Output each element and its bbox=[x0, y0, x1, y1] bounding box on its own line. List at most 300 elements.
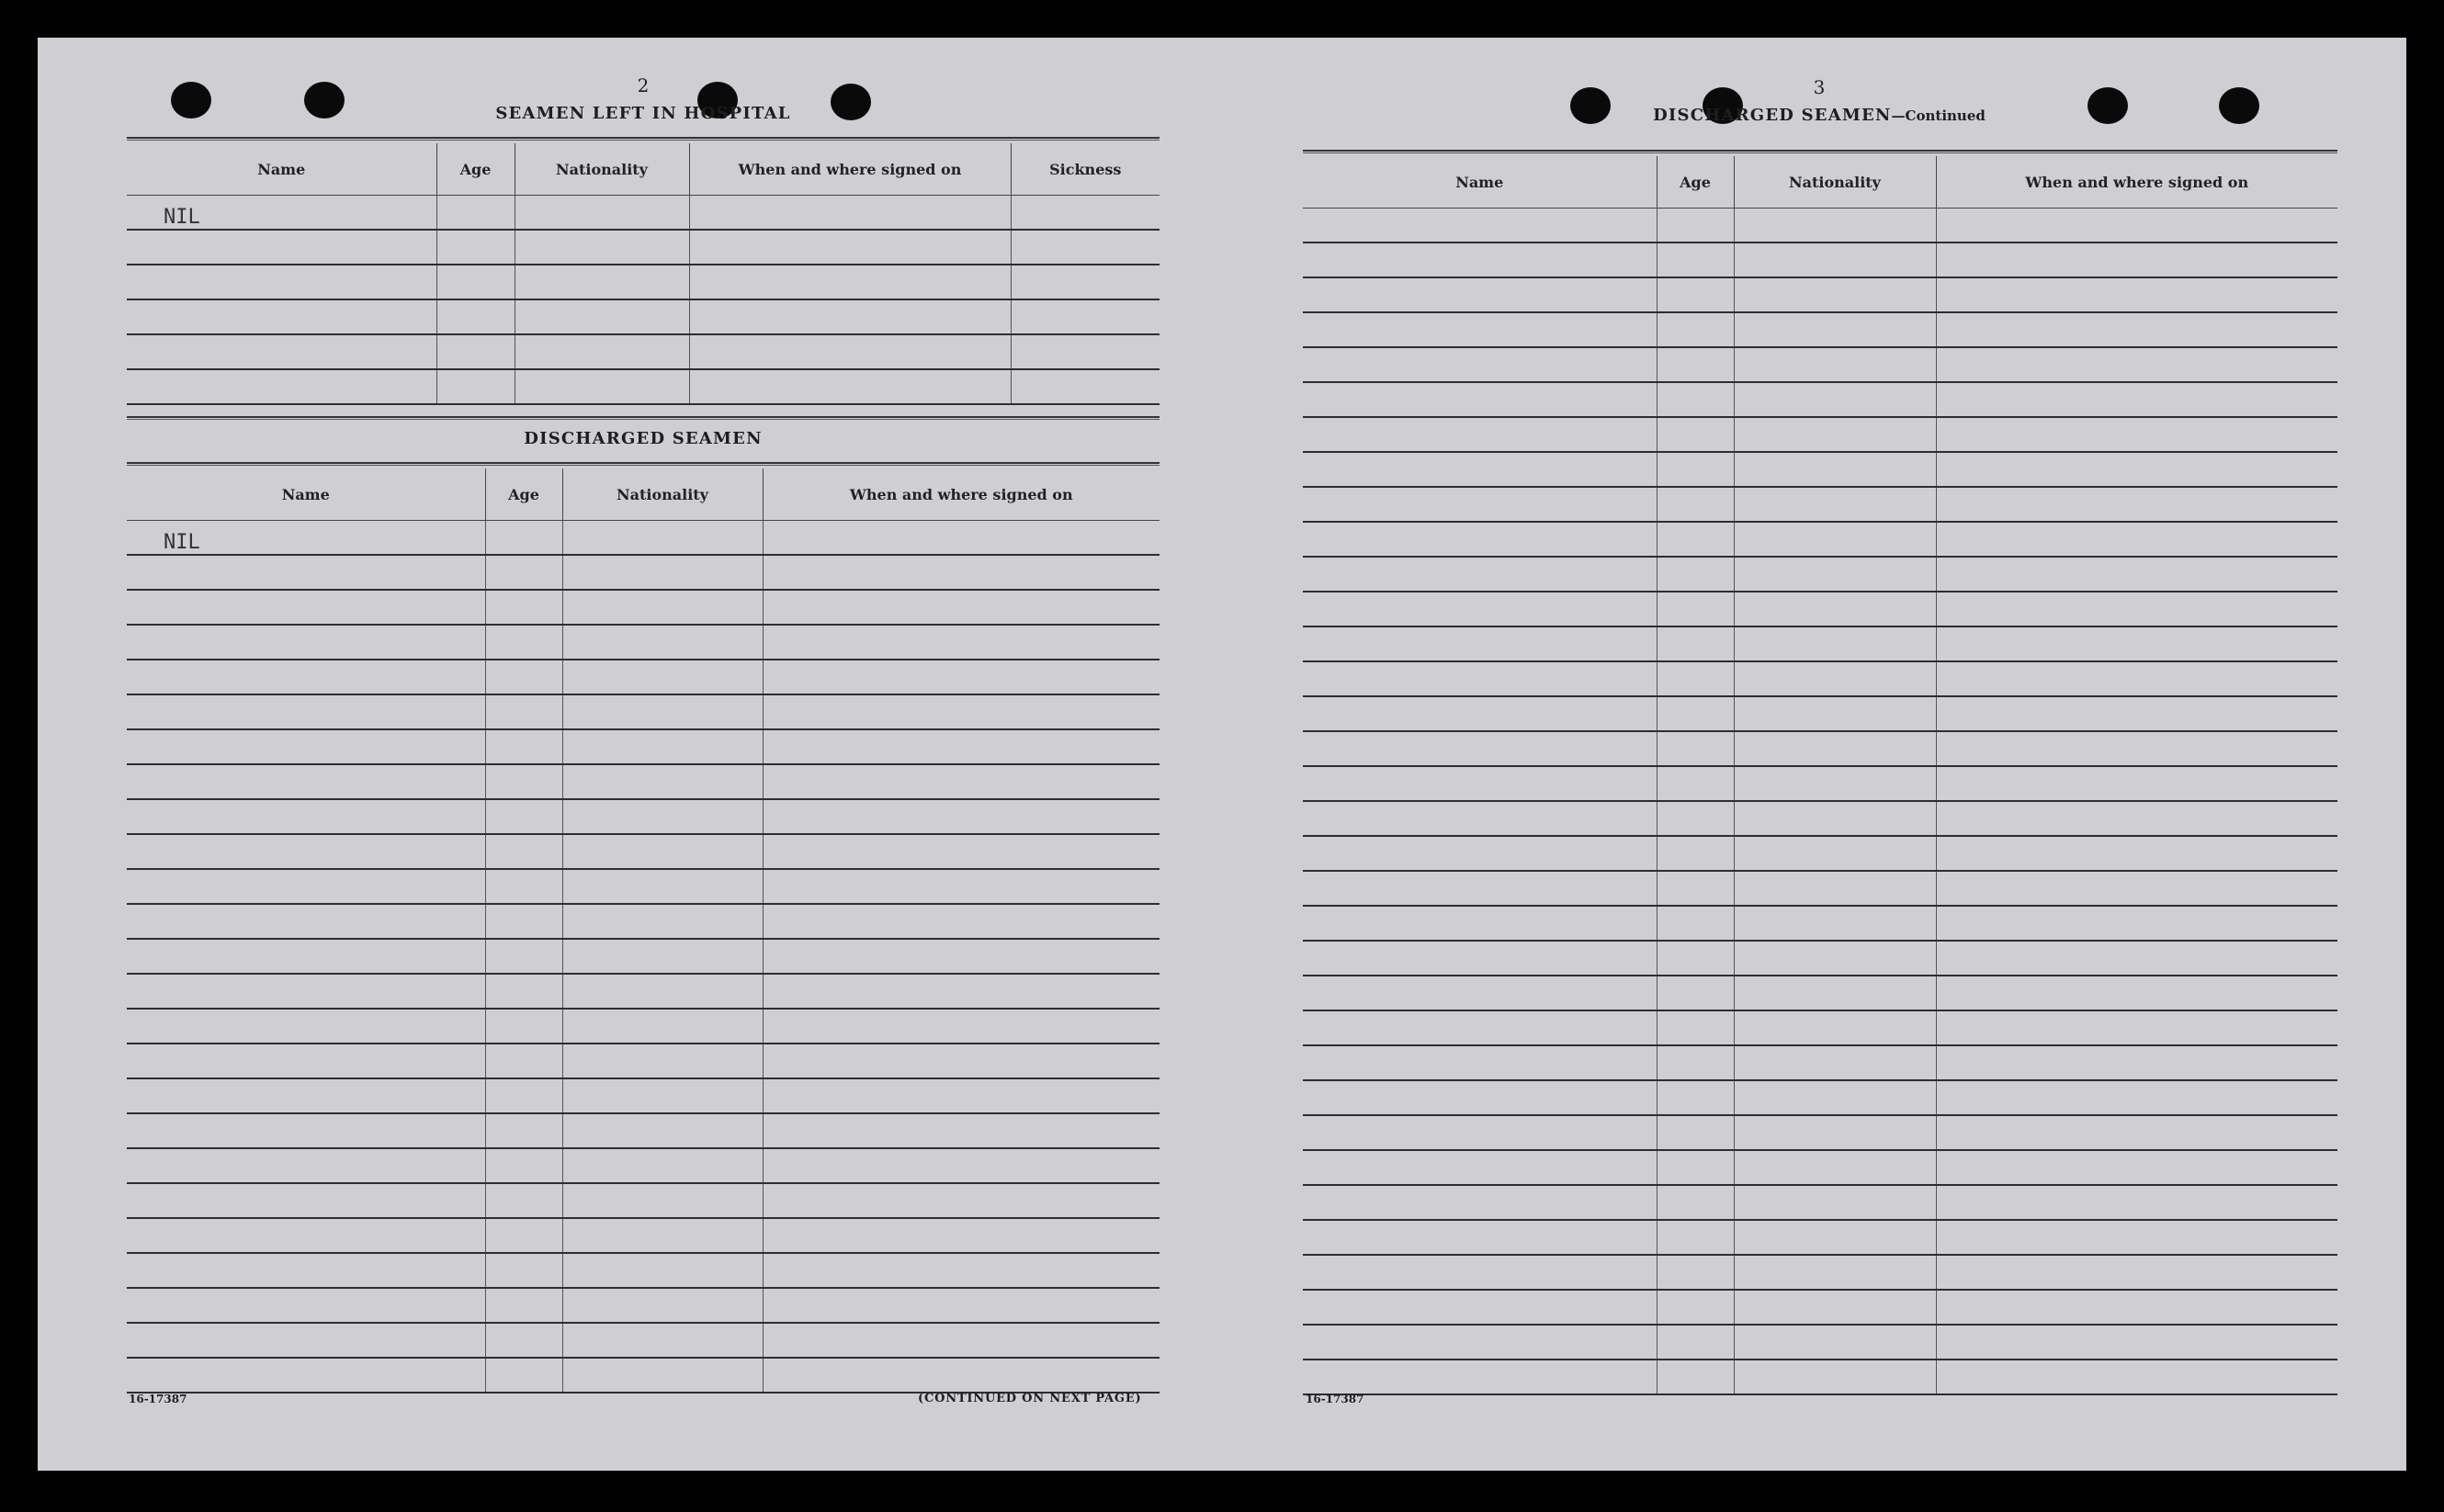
table-cell-nationality bbox=[1734, 906, 1936, 941]
table-cell-when-and-where-signed-on bbox=[763, 625, 1160, 660]
table-cell-age bbox=[485, 1218, 562, 1253]
table-cell-when-and-where-signed-on bbox=[763, 1358, 1160, 1393]
table-cell-name bbox=[1303, 382, 1657, 417]
table-cell-name bbox=[127, 904, 485, 939]
table-cell-when-and-where-signed-on bbox=[1936, 1010, 2337, 1045]
table-cell-age bbox=[1657, 801, 1734, 836]
table-cell-when-and-where-signed-on bbox=[1936, 1115, 2337, 1150]
table-cell-nationality bbox=[1734, 836, 1936, 871]
table-cell-age bbox=[485, 1078, 562, 1113]
table-cell-sickness bbox=[1011, 265, 1160, 299]
table-cell-age bbox=[485, 764, 562, 799]
table-cell-age bbox=[1657, 1255, 1734, 1290]
table-cell-name bbox=[1303, 766, 1657, 801]
table-cell-when-and-where-signed-on bbox=[1936, 452, 2337, 487]
table-cell-when-and-where-signed-on bbox=[1936, 592, 2337, 626]
table-row bbox=[127, 625, 1160, 660]
table-cell-when-and-where-signed-on bbox=[763, 729, 1160, 764]
table-cell-name bbox=[1303, 1325, 1657, 1360]
table-cell-age bbox=[1657, 941, 1734, 976]
table-row bbox=[1303, 243, 2337, 277]
table-cell-when-and-where-signed-on bbox=[763, 660, 1160, 694]
table-cell-age bbox=[1657, 1150, 1734, 1185]
table-cell-nationality bbox=[1734, 522, 1936, 557]
table-cell-when-and-where-signed-on bbox=[763, 974, 1160, 1009]
table-cell-when-and-where-signed-on bbox=[1936, 522, 2337, 557]
table-cell-nationality bbox=[1734, 1185, 1936, 1220]
table-row bbox=[127, 334, 1160, 369]
table-cell-nationality bbox=[1734, 1360, 1936, 1394]
discharged-section-title: DISCHARGED SEAMEN bbox=[524, 429, 763, 448]
table-cell-when-and-where-signed-on bbox=[763, 1113, 1160, 1148]
table-row bbox=[127, 265, 1160, 299]
table-cell-nationality bbox=[562, 555, 763, 590]
table-cell-name bbox=[127, 694, 485, 729]
table-cell-nationality bbox=[562, 729, 763, 764]
table-cell-when-and-where-signed-on bbox=[1936, 696, 2337, 731]
discharged-table bbox=[127, 468, 1160, 1394]
table-cell-when-and-where-signed-on bbox=[1936, 1185, 2337, 1220]
table-cell-age bbox=[485, 590, 562, 625]
column-header-nationality: Nationality bbox=[515, 143, 689, 196]
table-cell-nationality bbox=[1734, 661, 1936, 696]
table-cell-nationality bbox=[1734, 277, 1936, 312]
table-cell-when-and-where-signed-on bbox=[763, 1183, 1160, 1218]
table-cell-age bbox=[436, 265, 515, 299]
table-cell-age bbox=[1657, 1185, 1734, 1220]
table-cell-when-and-where-signed-on bbox=[763, 939, 1160, 974]
table-row bbox=[1303, 592, 2337, 626]
table-cell-age bbox=[485, 694, 562, 729]
table-cell-sickness bbox=[1011, 196, 1160, 231]
table-cell-when-and-where-signed-on bbox=[1936, 836, 2337, 871]
table-cell-age bbox=[1657, 1325, 1734, 1360]
table-cell-nationality bbox=[1734, 766, 1936, 801]
table-cell-nationality bbox=[1734, 347, 1936, 382]
table-cell-name bbox=[127, 764, 485, 799]
table-cell-nationality bbox=[562, 1044, 763, 1078]
table-cell-name bbox=[127, 230, 436, 265]
table-cell-name bbox=[1303, 941, 1657, 976]
table-cell-nationality bbox=[562, 869, 763, 904]
table-cell-nationality bbox=[562, 799, 763, 834]
table-cell-nationality bbox=[562, 1288, 763, 1323]
table-cell-name bbox=[1303, 801, 1657, 836]
table-row bbox=[1303, 1010, 2337, 1045]
table-cell-when-and-where-signed-on bbox=[1936, 801, 2337, 836]
table-cell-name bbox=[1303, 522, 1657, 557]
column-header-nationality: Nationality bbox=[562, 468, 763, 521]
table-cell-age bbox=[1657, 1045, 1734, 1080]
table-row bbox=[1303, 1150, 2337, 1185]
table-cell-name bbox=[1303, 347, 1657, 382]
table-cell-when-and-where-signed-on bbox=[763, 799, 1160, 834]
column-header-nationality: Nationality bbox=[1734, 156, 1936, 209]
table-row bbox=[127, 1078, 1160, 1113]
table-cell-age bbox=[1657, 209, 1734, 243]
table-cell-when-and-where-signed-on bbox=[763, 1078, 1160, 1113]
table-cell-when-and-where-signed-on bbox=[1936, 347, 2337, 382]
table-cell-age bbox=[1657, 1290, 1734, 1325]
table-cell-when-and-where-signed-on bbox=[1936, 731, 2337, 766]
table-cell-age bbox=[1657, 277, 1734, 312]
column-header-when-and-where-signed-on: When and where signed on bbox=[1936, 156, 2337, 209]
table-cell-name bbox=[1303, 1220, 1657, 1255]
table-cell-nationality bbox=[562, 660, 763, 694]
discharged-continued-table bbox=[1303, 156, 2337, 1395]
table-row bbox=[1303, 1325, 2337, 1360]
table-cell-when-and-where-signed-on bbox=[763, 590, 1160, 625]
table-cell-age bbox=[436, 299, 515, 334]
table-cell-age bbox=[485, 869, 562, 904]
punch-hole bbox=[831, 84, 871, 120]
table-cell-name bbox=[1303, 871, 1657, 906]
section-rule bbox=[127, 137, 1160, 141]
section-rule bbox=[1303, 150, 2337, 153]
table-cell-nationality bbox=[515, 230, 689, 265]
table-row bbox=[1303, 906, 2337, 941]
table-row bbox=[127, 1113, 1160, 1148]
table-cell-name bbox=[127, 660, 485, 694]
table-cell-name bbox=[1303, 661, 1657, 696]
table-cell-nationality bbox=[515, 196, 689, 231]
table-cell-when-and-where-signed-on bbox=[1936, 417, 2337, 452]
table-row bbox=[127, 521, 1160, 556]
table-cell-name bbox=[1303, 1150, 1657, 1185]
table-cell-age bbox=[1657, 696, 1734, 731]
table-cell-name bbox=[1303, 1360, 1657, 1394]
table-row bbox=[127, 1148, 1160, 1183]
table-cell-nationality bbox=[1734, 871, 1936, 906]
column-header-age: Age bbox=[436, 143, 515, 196]
table-cell-nationality bbox=[1734, 592, 1936, 626]
table-cell-age bbox=[1657, 1080, 1734, 1115]
column-header-age: Age bbox=[485, 468, 562, 521]
table-row bbox=[127, 869, 1160, 904]
table-cell-name bbox=[1303, 906, 1657, 941]
table-cell-name bbox=[1303, 696, 1657, 731]
page-number: 2 bbox=[637, 74, 650, 96]
table-cell-when-and-where-signed-on bbox=[763, 1288, 1160, 1323]
table-row bbox=[1303, 626, 2337, 661]
table-cell-name bbox=[1303, 1045, 1657, 1080]
table-row bbox=[1303, 1360, 2337, 1394]
column-header-name: Name bbox=[1303, 156, 1657, 209]
table-row bbox=[1303, 696, 2337, 731]
table-cell-nationality bbox=[562, 834, 763, 869]
table-cell-name bbox=[1303, 1115, 1657, 1150]
table-cell-when-and-where-signed-on bbox=[1936, 1360, 2337, 1394]
table-cell-nationality bbox=[562, 1113, 763, 1148]
table-cell-name bbox=[127, 869, 485, 904]
table-cell-age bbox=[1657, 243, 1734, 277]
table-cell-nationality bbox=[515, 299, 689, 334]
table-cell-nationality bbox=[562, 1253, 763, 1288]
table-cell-age bbox=[1657, 347, 1734, 382]
table-cell-age bbox=[436, 230, 515, 265]
table-cell-name bbox=[127, 1218, 485, 1253]
table-cell-age bbox=[1657, 557, 1734, 592]
table-cell-nationality bbox=[1734, 1150, 1936, 1185]
table-cell-nationality bbox=[1734, 1220, 1936, 1255]
table-row bbox=[1303, 801, 2337, 836]
table-cell-age bbox=[485, 904, 562, 939]
punch-hole bbox=[171, 82, 211, 118]
table-row bbox=[127, 1218, 1160, 1253]
table-cell-nationality bbox=[562, 625, 763, 660]
table-cell-nationality bbox=[1734, 487, 1936, 522]
table-cell-name bbox=[1303, 277, 1657, 312]
table-cell-name bbox=[127, 799, 485, 834]
table-cell-when-and-where-signed-on bbox=[763, 1253, 1160, 1288]
table-row bbox=[1303, 312, 2337, 347]
table-cell-name bbox=[127, 1078, 485, 1113]
table-cell-when-and-where-signed-on bbox=[689, 196, 1011, 231]
table-row bbox=[1303, 836, 2337, 871]
table-row bbox=[1303, 1115, 2337, 1150]
table-cell-name bbox=[127, 1323, 485, 1358]
table-cell-age bbox=[1657, 522, 1734, 557]
table-row bbox=[127, 369, 1160, 404]
punch-hole bbox=[2219, 87, 2259, 124]
section-rule bbox=[127, 416, 1160, 420]
table-cell-name bbox=[127, 590, 485, 625]
table-cell-when-and-where-signed-on bbox=[1936, 661, 2337, 696]
table-row bbox=[127, 1358, 1160, 1393]
table-cell-age bbox=[485, 1288, 562, 1323]
table-cell-when-and-where-signed-on bbox=[1936, 941, 2337, 976]
table-cell-name bbox=[127, 1288, 485, 1323]
table-row bbox=[1303, 487, 2337, 522]
table-cell-name bbox=[1303, 417, 1657, 452]
table-cell-name bbox=[1303, 976, 1657, 1010]
table-cell-age bbox=[485, 799, 562, 834]
table-cell-sickness bbox=[1011, 334, 1160, 369]
table-cell-sickness bbox=[1011, 369, 1160, 404]
table-cell-name bbox=[1303, 209, 1657, 243]
table-cell-nationality bbox=[1734, 1010, 1936, 1045]
table-cell-nationality bbox=[562, 1183, 763, 1218]
table-cell-age bbox=[1657, 1360, 1734, 1394]
table-cell-name bbox=[1303, 1290, 1657, 1325]
table-cell-name bbox=[1303, 836, 1657, 871]
table-row bbox=[127, 764, 1160, 799]
table-cell-when-and-where-signed-on bbox=[1936, 976, 2337, 1010]
hospital-table bbox=[127, 143, 1160, 405]
table-cell-when-and-where-signed-on bbox=[1936, 1045, 2337, 1080]
table-cell-when-and-where-signed-on bbox=[1936, 1150, 2337, 1185]
table-cell-when-and-where-signed-on bbox=[1936, 1220, 2337, 1255]
table-cell-age bbox=[485, 939, 562, 974]
table-cell-name bbox=[127, 334, 436, 369]
table-row bbox=[127, 904, 1160, 939]
document-sheet bbox=[38, 38, 2406, 1471]
table-cell-nationality bbox=[1734, 452, 1936, 487]
table-cell-name bbox=[127, 1148, 485, 1183]
table-cell-when-and-where-signed-on bbox=[1936, 871, 2337, 906]
table-cell-age bbox=[1657, 731, 1734, 766]
hospital-section-title: SEAMEN LEFT IN HOSPITAL bbox=[495, 104, 791, 123]
table-cell-nationality bbox=[562, 1218, 763, 1253]
table-cell-nationality bbox=[515, 265, 689, 299]
table-row bbox=[127, 196, 1160, 231]
table-cell-name bbox=[127, 1113, 485, 1148]
table-cell-name bbox=[127, 369, 436, 404]
table-cell-nationality bbox=[1734, 696, 1936, 731]
table-row bbox=[1303, 277, 2337, 312]
table-cell-name bbox=[1303, 1080, 1657, 1115]
table-cell-when-and-where-signed-on bbox=[763, 694, 1160, 729]
table-cell-nationality bbox=[1734, 1255, 1936, 1290]
form-number: 16-17387 bbox=[1306, 1393, 1364, 1405]
table-row bbox=[127, 1183, 1160, 1218]
table-cell-nationality bbox=[1734, 1325, 1936, 1360]
table-cell-nationality bbox=[1734, 243, 1936, 277]
table-cell-age bbox=[436, 369, 515, 404]
punch-hole bbox=[1570, 87, 1611, 124]
table-cell-age bbox=[485, 1183, 562, 1218]
table-row bbox=[127, 555, 1160, 590]
table-cell-name bbox=[1303, 487, 1657, 522]
table-cell-when-and-where-signed-on bbox=[1936, 382, 2337, 417]
table-cell-name bbox=[127, 1358, 485, 1393]
table-cell-when-and-where-signed-on bbox=[763, 1323, 1160, 1358]
table-cell-nationality bbox=[562, 694, 763, 729]
table-cell-when-and-where-signed-on bbox=[1936, 277, 2337, 312]
punch-hole bbox=[304, 82, 345, 118]
table-cell-nationality bbox=[515, 369, 689, 404]
table-cell-nationality bbox=[562, 764, 763, 799]
table-cell-nationality bbox=[1734, 976, 1936, 1010]
column-header-when-and-where-signed-on: When and where signed on bbox=[763, 468, 1160, 521]
table-cell-nationality bbox=[562, 974, 763, 1009]
table-cell-when-and-where-signed-on bbox=[1936, 312, 2337, 347]
table-row bbox=[1303, 1045, 2337, 1080]
table-cell-sickness bbox=[1011, 299, 1160, 334]
table-cell-age bbox=[1657, 661, 1734, 696]
table-cell-when-and-where-signed-on bbox=[1936, 626, 2337, 661]
table-cell-nationality bbox=[562, 1358, 763, 1393]
table-cell-age bbox=[1657, 487, 1734, 522]
table-cell-name bbox=[127, 1044, 485, 1078]
column-header-age: Age bbox=[1657, 156, 1734, 209]
table-cell-nationality bbox=[562, 1009, 763, 1044]
table-cell-nationality bbox=[562, 590, 763, 625]
table-cell-name bbox=[127, 834, 485, 869]
table-cell-name bbox=[127, 939, 485, 974]
table-cell-age bbox=[485, 1009, 562, 1044]
table-row bbox=[127, 1288, 1160, 1323]
table-cell-age bbox=[485, 625, 562, 660]
table-cell-name bbox=[127, 1183, 485, 1218]
table-row bbox=[1303, 557, 2337, 592]
column-header-name: Name bbox=[127, 468, 485, 521]
table-row bbox=[1303, 1080, 2337, 1115]
table-row bbox=[127, 1009, 1160, 1044]
table-cell-when-and-where-signed-on bbox=[1936, 766, 2337, 801]
table-row bbox=[1303, 417, 2337, 452]
table-cell-name bbox=[127, 1009, 485, 1044]
column-header-name: Name bbox=[127, 143, 436, 196]
table-cell-name bbox=[1303, 592, 1657, 626]
table-cell-when-and-where-signed-on bbox=[689, 334, 1011, 369]
table-row bbox=[1303, 766, 2337, 801]
table-row bbox=[1303, 871, 2337, 906]
table-row bbox=[127, 694, 1160, 729]
table-cell-nationality bbox=[1734, 731, 1936, 766]
table-cell-name bbox=[1303, 731, 1657, 766]
table-cell-nationality bbox=[562, 1323, 763, 1358]
table-cell-name bbox=[127, 625, 485, 660]
table-cell-when-and-where-signed-on bbox=[689, 265, 1011, 299]
table-cell-name bbox=[1303, 452, 1657, 487]
table-cell-nationality bbox=[1734, 557, 1936, 592]
table-cell-name bbox=[1303, 1185, 1657, 1220]
table-cell-when-and-where-signed-on bbox=[763, 834, 1160, 869]
table-cell-sickness bbox=[1011, 230, 1160, 265]
section-rule bbox=[127, 462, 1160, 466]
table-row bbox=[1303, 522, 2337, 557]
table-cell-nationality bbox=[1734, 941, 1936, 976]
table-row bbox=[1303, 382, 2337, 417]
table-cell-name bbox=[127, 265, 436, 299]
table-cell-age bbox=[1657, 417, 1734, 452]
table-cell-when-and-where-signed-on bbox=[1936, 1290, 2337, 1325]
table-cell-nationality bbox=[1734, 1045, 1936, 1080]
table-cell-age bbox=[1657, 836, 1734, 871]
table-row bbox=[1303, 1255, 2337, 1290]
table-cell-age bbox=[485, 521, 562, 556]
table-cell-age bbox=[1657, 382, 1734, 417]
table-cell-age bbox=[485, 1148, 562, 1183]
table-cell-age bbox=[485, 834, 562, 869]
table-cell-age bbox=[436, 196, 515, 231]
table-cell-name bbox=[1303, 557, 1657, 592]
table-cell-name: NIL bbox=[127, 521, 485, 556]
table-row bbox=[127, 1323, 1160, 1358]
table-row bbox=[1303, 661, 2337, 696]
table-cell-when-and-where-signed-on bbox=[763, 1148, 1160, 1183]
table-row bbox=[1303, 1290, 2337, 1325]
table-cell-when-and-where-signed-on bbox=[689, 299, 1011, 334]
table-cell-age bbox=[485, 1358, 562, 1393]
table-row bbox=[1303, 1185, 2337, 1220]
table-cell-when-and-where-signed-on bbox=[763, 555, 1160, 590]
table-cell-when-and-where-signed-on bbox=[763, 1009, 1160, 1044]
table-row bbox=[127, 660, 1160, 694]
table-cell-name bbox=[127, 1253, 485, 1288]
table-cell-age bbox=[485, 555, 562, 590]
table-cell-when-and-where-signed-on bbox=[1936, 1255, 2337, 1290]
table-cell-name bbox=[1303, 312, 1657, 347]
table-cell-nationality bbox=[1734, 1080, 1936, 1115]
table-cell-age bbox=[485, 660, 562, 694]
table-cell-nationality bbox=[1734, 626, 1936, 661]
table-cell-age bbox=[1657, 766, 1734, 801]
table-cell-nationality bbox=[562, 904, 763, 939]
page-number: 3 bbox=[1813, 76, 1826, 98]
table-cell-when-and-where-signed-on bbox=[1936, 1325, 2337, 1360]
table-cell-nationality bbox=[562, 1148, 763, 1183]
table-cell-when-and-where-signed-on bbox=[689, 369, 1011, 404]
table-row bbox=[127, 834, 1160, 869]
table-cell-name: NIL bbox=[127, 196, 436, 231]
table-cell-nationality bbox=[562, 521, 763, 556]
discharged-continued-title bbox=[1653, 106, 1986, 125]
table-cell-name bbox=[127, 299, 436, 334]
table-row bbox=[1303, 209, 2337, 243]
table-cell-name bbox=[1303, 626, 1657, 661]
